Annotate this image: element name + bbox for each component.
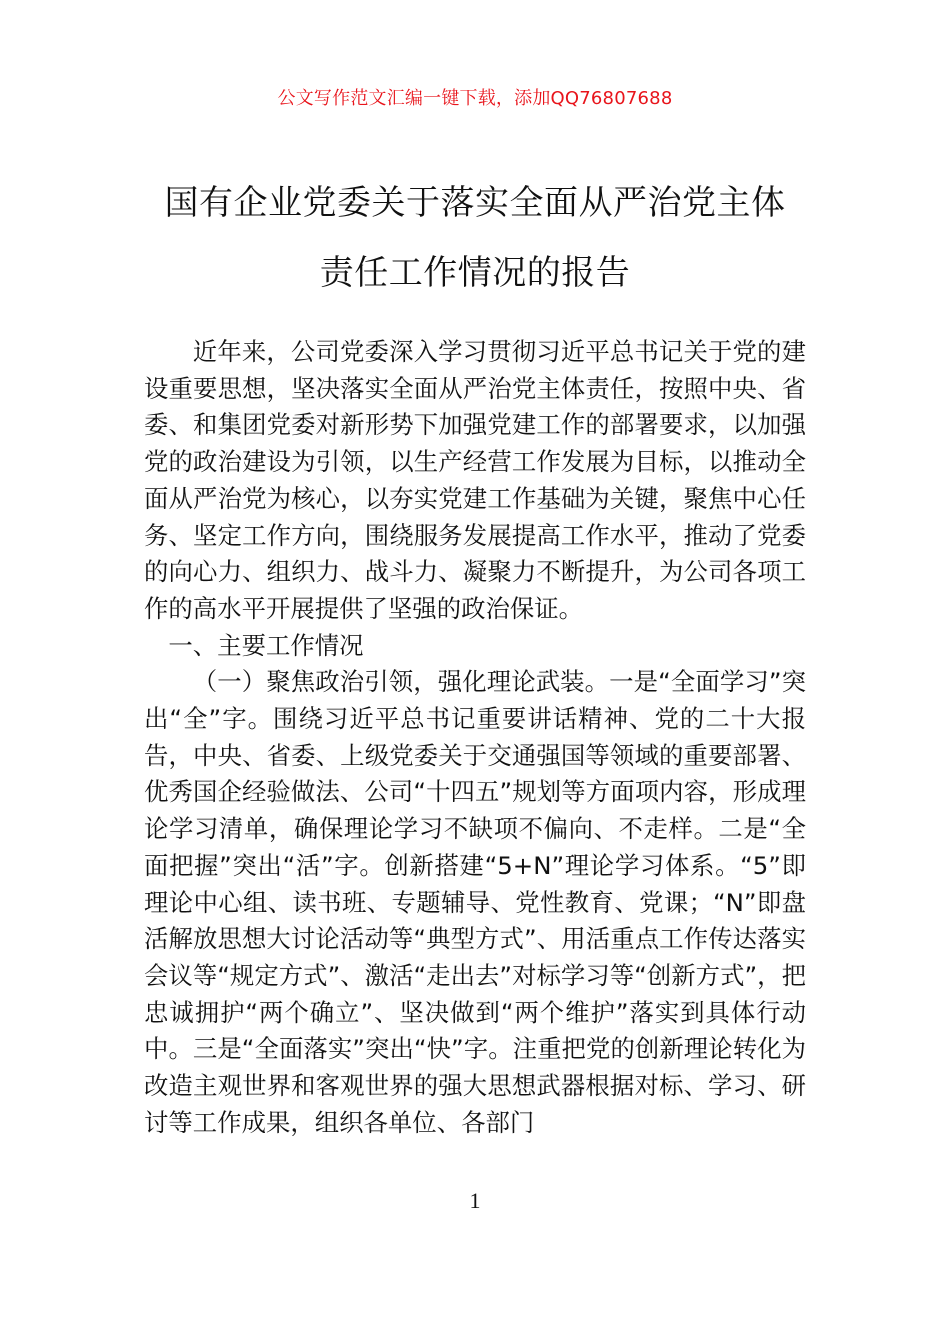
page-number: 1	[469, 1188, 481, 1213]
title-line-2: 责任工作情况的报告	[319, 253, 631, 293]
subsection-paragraph-political-guidance: （一）聚焦政治引领，强化理论武装。一是“全面学习”突出“全”字。围绕习近平总书记重要讲话精神、党的二十大报告，中央、省委、上级党委关于交通强国等领域的重要部署、优秀国企经验做法、公司“十四五”规划等方面项内容，形成理论学习清单，确保理论学习不缺项不偏向、不走样。二是“全面把握”突出“活”字。创新搭建“5+N”理论学习体系。“5”即理论中心组、读书班、专题辅导、党性教育、党课；“N”即盘活解放思想大讨论活动等“典型方式”、用活重点工作传达落实会议等“规定方式”、激活“走出去”对标学习等“创新方式”，把忠诚拥护“两个确立”、坚决做到“两个维护”落实到具体行动中。三是“全面落实”突出“快”字。注重把党的创新理论转化为改造主观世界和客观世界的强大思想武器根据对标、学习、研讨等工作成果，组织各单位、各部门	[144, 667, 806, 1137]
document-title	[120, 168, 830, 308]
download-promo-note: 公文写作范文汇编一键下载，添加QQ76807688	[277, 88, 673, 109]
intro-paragraph: 近年来，公司党委深入学习贯彻习近平总书记关于党的建设重要思想，坚决落实全面从严治党主体责任，按照中央、省委、和集团党委对新形势下加强党建工作的部署要求，以加强党的政治建设为引领，以生产经营工作发展为目标，以推动全面从严治党为核心，以夯实党建工作基础为关键，聚焦中心任务、坚定工作方向，围绕服务发展提高工作水平，推动了党委的向心力、组织力、战斗力、凝聚力不断提升，为公司各项工作的高水平开展提供了坚强的政治保证。	[144, 337, 806, 623]
document-body	[144, 334, 806, 1141]
title-line-1: 国有企业党委关于落实全面从严治党主体	[164, 183, 786, 223]
section-heading-main-work: 一、主要工作情况	[168, 630, 364, 660]
